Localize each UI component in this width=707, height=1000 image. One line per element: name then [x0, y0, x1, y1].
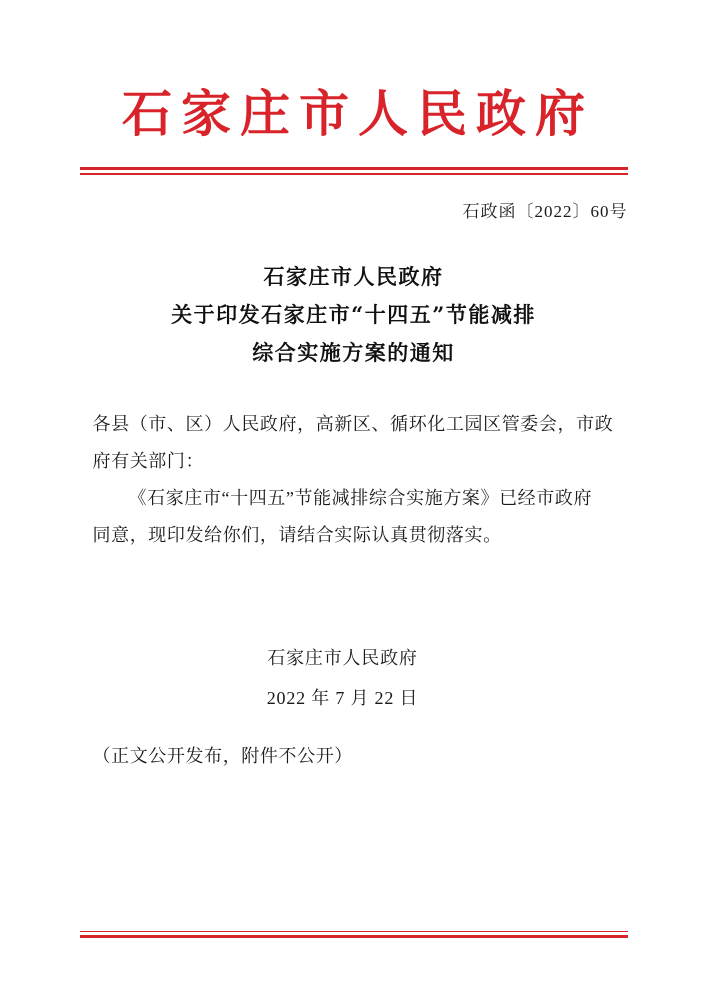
document-header: [0, 0, 707, 175]
body-paragraph-line-2: 同意，现印发给你们，请结合实际认真贯彻落实。: [92, 524, 502, 545]
header-rule-thin: [80, 173, 628, 175]
header-rule-group: [80, 167, 628, 175]
addressee-line-2: 府有关部门：: [92, 450, 205, 471]
addressee-line-1: 各县（市、区）人民政府，高新区、循环化工园区管委会，市政: [92, 413, 614, 434]
footer-rule-group: [0, 931, 707, 939]
signature-organization: 石家庄市人民政府: [267, 647, 418, 668]
body-paragraph-line-1: 《石家庄市“十四五”节能减排综合实施方案》已经市政府: [128, 487, 593, 508]
document-title-line-1: 石家庄市人民政府: [263, 263, 444, 289]
signature-block: [93, 638, 615, 718]
publication-note: （正文公开发布，附件不公开）: [92, 745, 353, 766]
footer-rule-thick: [80, 935, 628, 938]
signature-date: 2022 年 7 月 22 日: [266, 687, 419, 708]
document-title-line-2: 关于印发石家庄市“十四五”节能减排: [171, 301, 536, 327]
document-title: [0, 258, 707, 372]
document-title-line-3: 综合实施方案的通知: [252, 339, 455, 365]
issuer-title: 石家庄市人民政府: [122, 84, 594, 143]
document-number: 石政函〔2022〕60号: [462, 201, 628, 221]
document-body: [93, 406, 615, 554]
